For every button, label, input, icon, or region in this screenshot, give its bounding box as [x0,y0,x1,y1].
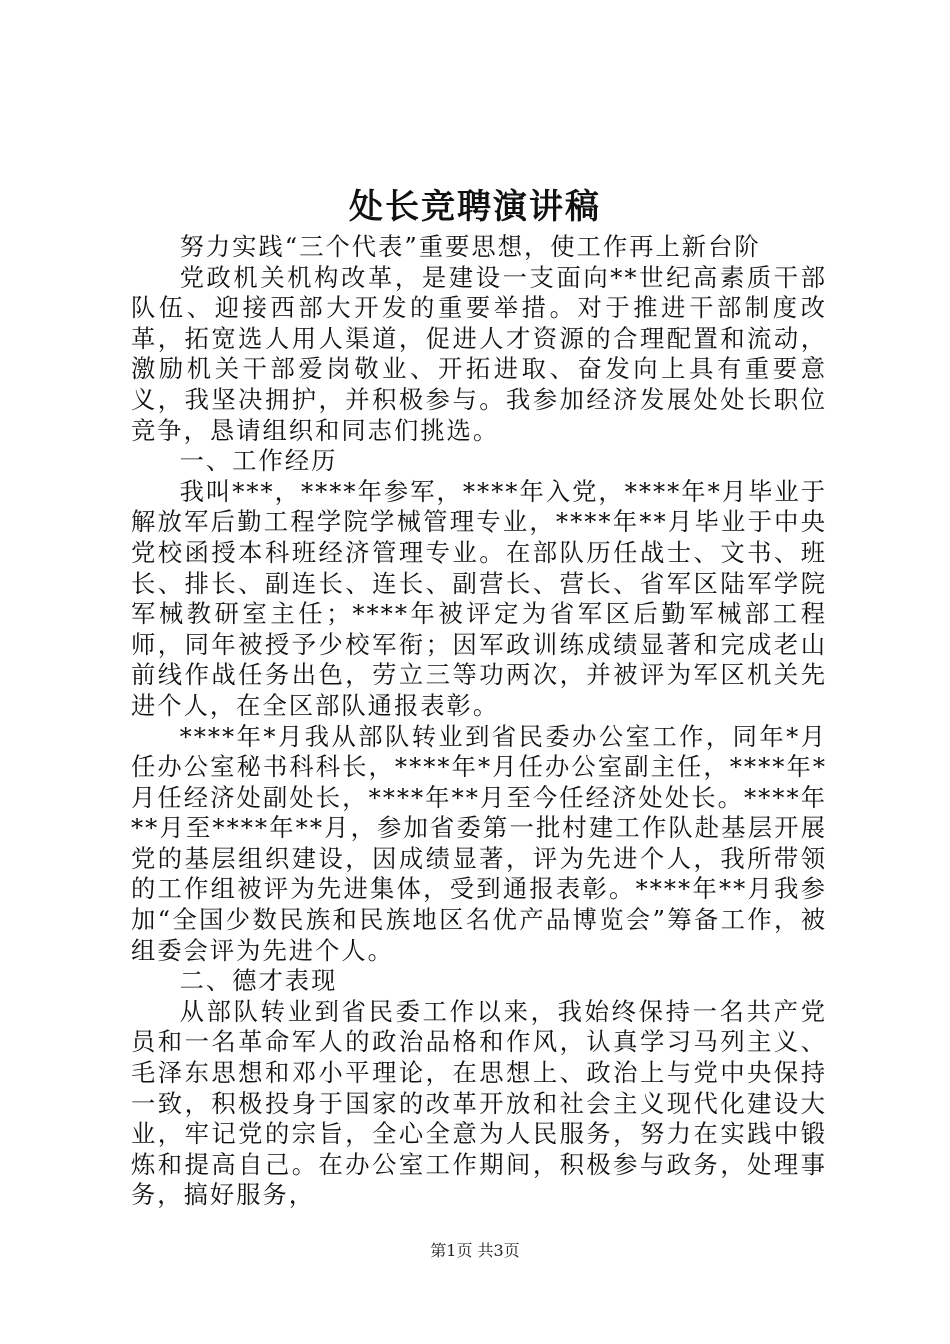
intro-paragraph: 党政机关机构改革，是建设一支面向**世纪高素质干部队伍、迎接西部大开发的重要举措。对于推进干部制度改革，拓宽选人用人渠道，促进人才资源的合理配置和流动，激励机关干部爱岗敬业、开拓进取、奋发向上具有重要意义，我坚决拥护，并积极参与。我参加经济发展处处长职位竞争，恳请组织和同志们挑选。 [131,262,827,445]
section-heading-performance: 二、德才表现 [179,966,338,996]
experience-paragraph-1: 我叫***，****年参军，****年入党，****年*月毕业于解放军后勤工程学院学械管理专业，****年**月毕业于中央党校函授本科班经济管理专业。在部队历任战士、文书、班长、排长、副连长、连长、副营长、营长、省军区陆军学院军械教研室主任；****年被评定为省军区后勤军械部工程师，同年被授予少校军衔；因军政训练成绩显著和完成老山前线作战任务出色，劳立三等功两次，并被评为军区机关先进个人，在全区部队通报表彰。 [131,476,827,720]
document-body [131,232,827,1211]
performance-paragraph: 从部队转业到省民委工作以来，我始终保持一名共产党员和一名革命军人的政治品格和作风，认真学习马列主义、毛泽东思想和邓小平理论，在思想上、政治上与党中央保持一致，积极投身于国家的改革开放和社会主义现代化建设大业，牢记党的宗旨，全心全意为人民服务，努力在实践中锻炼和提高自己。在办公室工作期间，积极参与政务，处理事务，搞好服务， [131,996,827,1210]
section-heading-work-experience: 一、工作经历 [179,446,338,476]
document-title: 处长竞聘演讲稿 [349,187,601,227]
subtitle-paragraph: 努力实践“三个代表”重要思想，使工作再上新台阶 [179,232,761,261]
experience-paragraph-2: ****年*月我从部队转业到省民委办公室工作，同年*月任办公室秘书科科长，****年*月任办公室副主任，****年*月任经济处副处长，****年**月至今任经济处处长。****年**月至****年**月，参加省委第一批村建工作队赴基层开展党的基层组织建设，因成绩显著，评为先进个人，我所带领的工作组被评为先进集体，受到通报表彰。****年**月我参加“全国少数民族和民族地区名优产品博览会”筹备工作，被组委会评为先进个人。 [131,721,827,965]
page-footer: 第1页 共3页 [430,1241,520,1260]
